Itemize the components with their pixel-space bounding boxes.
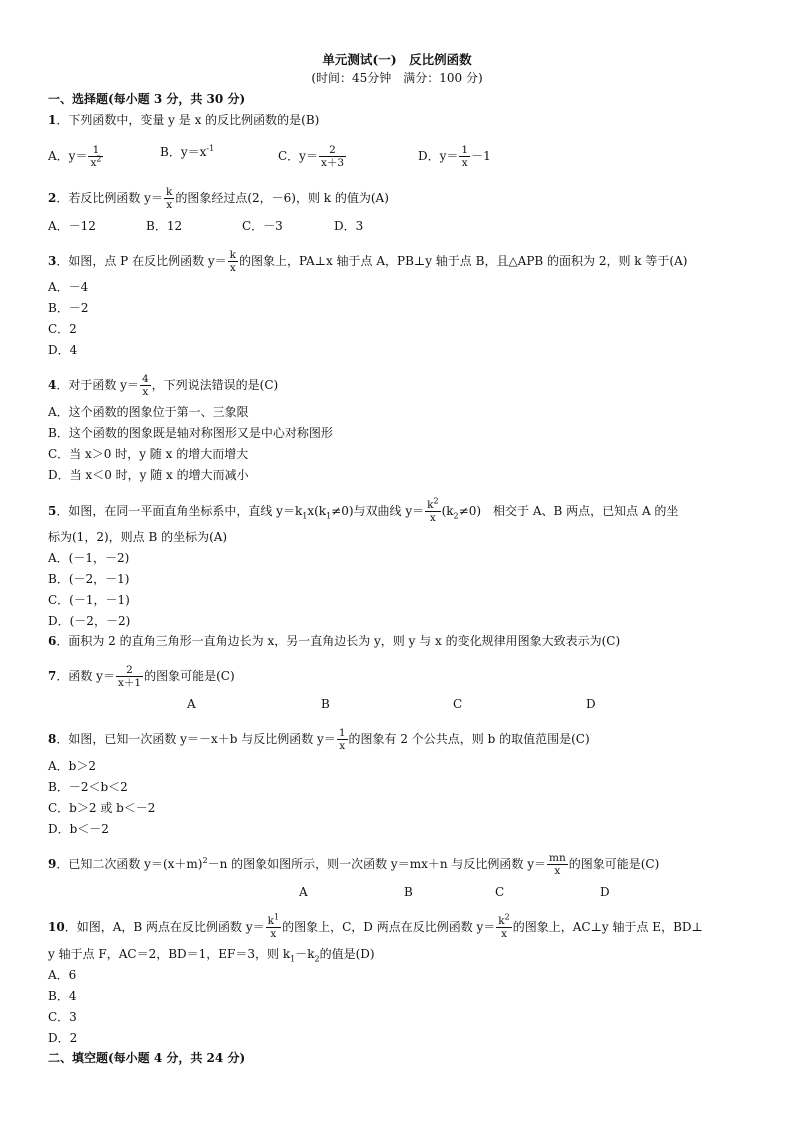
question-7: 7．函数 y＝ $\frac{2}{x+1}$ 的图象可能是(C) <box>48 664 235 689</box>
q3-option-b: B．－2 <box>48 301 89 315</box>
question-4: 4．对于函数 y＝ $\frac{4}{x}$ ，下列说法错误的是(C) <box>48 373 279 398</box>
q3-option-d: D．4 <box>48 343 78 357</box>
question-stem: ．下列函数中，变量 y 是 x 的反比例函数的是(B) <box>56 113 320 127</box>
question-8: 8．如图，已知一次函数 y＝－x＋b 与反比例函数 y＝ $\frac{1}{x}$ 的图象有 2 个公共点，则 b 的取值范围是(C) <box>48 727 590 752</box>
question-6: 6．面积为 2 的直角三角形一直角边长为 x，另一直角边长为 y，则 y 与 x 的变化规律用图象大致表示为(C) <box>48 634 621 648</box>
q3-option-a: A．－4 <box>48 280 89 294</box>
question-10: 10．如图，A，B 两点在反比例函数 y＝ $\frac{k^1}{x}$ 的图象上，C，D 两点在反比例函数 y＝ $\frac{k^2}{x}$ 的图象上，AC⊥y 轴于点 E，BD⊥ <box>48 912 703 940</box>
q8-option-a: A．b＞2 <box>48 759 96 773</box>
fraction: $\frac{k^2}{x}$ <box>498 912 510 940</box>
q4-option-d: D．当 x＜0 时，y 随 x 的增大而减小 <box>48 468 249 482</box>
q7-figure-label-c: C <box>453 697 463 711</box>
q10-option-d: D．2 <box>48 1031 78 1045</box>
fraction: $\frac{4}{x}$ <box>141 373 149 398</box>
fraction: $\frac{k^1}{x}$ <box>267 912 280 940</box>
q10-option-a: A．6 <box>48 968 77 982</box>
fraction: $\frac{2}{x+3}$ <box>320 144 345 169</box>
q8-option-b: B．－2＜b＜2 <box>48 780 128 794</box>
q8-option-d: D．b＜－2 <box>48 822 109 836</box>
q7-figure-label-b: B <box>321 697 330 711</box>
q5-option-c: C．(－1，－1) <box>48 593 130 607</box>
question-10-line2: y 轴于点 F，AC＝2，BD＝1，EF＝3，则 $k_1-k_2$的值是(D) <box>48 947 375 964</box>
q4-option-a: A．这个函数的图象位于第一、三象限 <box>48 405 249 419</box>
fraction: $\frac{k}{x}$ <box>165 186 173 211</box>
q4-option-b: B．这个函数的图象既是轴对称图形又是中心对称图形 <box>48 426 333 440</box>
q4-option-c: C．当 x＞0 时，y 随 x 的增大而增大 <box>48 447 249 461</box>
q2-option-b: B．12 <box>146 219 183 233</box>
q2-option-d: D．3 <box>334 219 364 233</box>
page-subtitle: (时间：45分钟 满分：100 分) <box>311 71 483 85</box>
q5-option-b: B．(－2，－1) <box>48 572 130 586</box>
q1-option-b: B．$y=x^{-1}$ <box>160 144 215 159</box>
q9-figure-label-d: D <box>600 885 610 899</box>
fraction: $\frac{mn}{x}$ <box>549 852 566 877</box>
section-heading-choice: 一、选择题(每小题 3 分，共 30 分) <box>48 92 246 106</box>
question-2: 2．若反比例函数 y＝ $\frac{k}{x}$ 的图象经过点(2，－6)，则 k 的值为(A) <box>48 186 389 211</box>
question-5: 5．如图，在同一平面直角坐标系中，直线 $y=k_1x(k_1\ne 0)$与双曲线 y＝ $\frac{k^2}{x}$ $(k_2\ne 0)$ 相交于 A、B 两点，已知点 A 的坐 <box>48 496 679 524</box>
q1-option-d: D．y＝ $\frac{1}{x}$ －1 <box>418 144 491 169</box>
q5-option-a: A．(－1，－2) <box>48 551 130 565</box>
question-1 <box>48 112 319 128</box>
q10-option-c: C．3 <box>48 1010 77 1024</box>
q8-option-c: C．b＞2 或 b＜－2 <box>48 801 156 815</box>
q7-figure-label-a: A <box>187 697 196 711</box>
q1-option-a: A．y＝ $\frac{1}{x^2}$ <box>48 144 102 169</box>
question-5-line2: 标为(1，2)，则点 B 的坐标为(A) <box>48 530 228 544</box>
q5-option-d: D．(－2，－2) <box>48 614 131 628</box>
fraction: $\frac{1}{x}$ <box>461 144 469 169</box>
q9-figure-label-a: A <box>299 885 308 899</box>
q1-option-c: C．y＝ $\frac{2}{x+3}$ <box>278 144 345 169</box>
fraction: $\frac{2}{x+1}$ <box>117 664 142 689</box>
fraction: $\frac{1}{x}$ <box>338 727 346 752</box>
q3-option-c: C．2 <box>48 322 77 336</box>
question-number: 1 <box>48 113 57 127</box>
page-title: 单元测试(一) 反比例函数 <box>322 52 472 67</box>
section-heading-fill: 二、填空题(每小题 4 分，共 24 分) <box>48 1051 246 1065</box>
q9-figure-label-c: C <box>495 885 505 899</box>
question-3: 3．如图，点 P 在反比例函数 y＝ $\frac{k}{x}$ 的图象上，PA⊥x 轴于点 A，PB⊥y 轴于点 B，且△APB 的面积为 2，则 k 等于(A) <box>48 249 688 274</box>
q10-option-b: B．4 <box>48 989 77 1003</box>
question-9: 9．已知二次函数 $y=(x+m)^2-n$ 的图象如图所示，则一次函数 y＝mx＋n 与反比例函数 y＝ $\frac{mn}{x}$ 的图象可能是(C) <box>48 852 660 877</box>
fraction: $\frac{k^2}{x}$ <box>427 496 439 524</box>
fraction: $\frac{1}{x^2}$ <box>90 144 102 169</box>
q9-figure-label-b: B <box>404 885 413 899</box>
q2-option-c: C．－3 <box>242 219 283 233</box>
q7-figure-label-d: D <box>586 697 596 711</box>
fraction: $\frac{k}{x}$ <box>229 249 237 274</box>
q2-option-a: A．－12 <box>48 219 96 233</box>
